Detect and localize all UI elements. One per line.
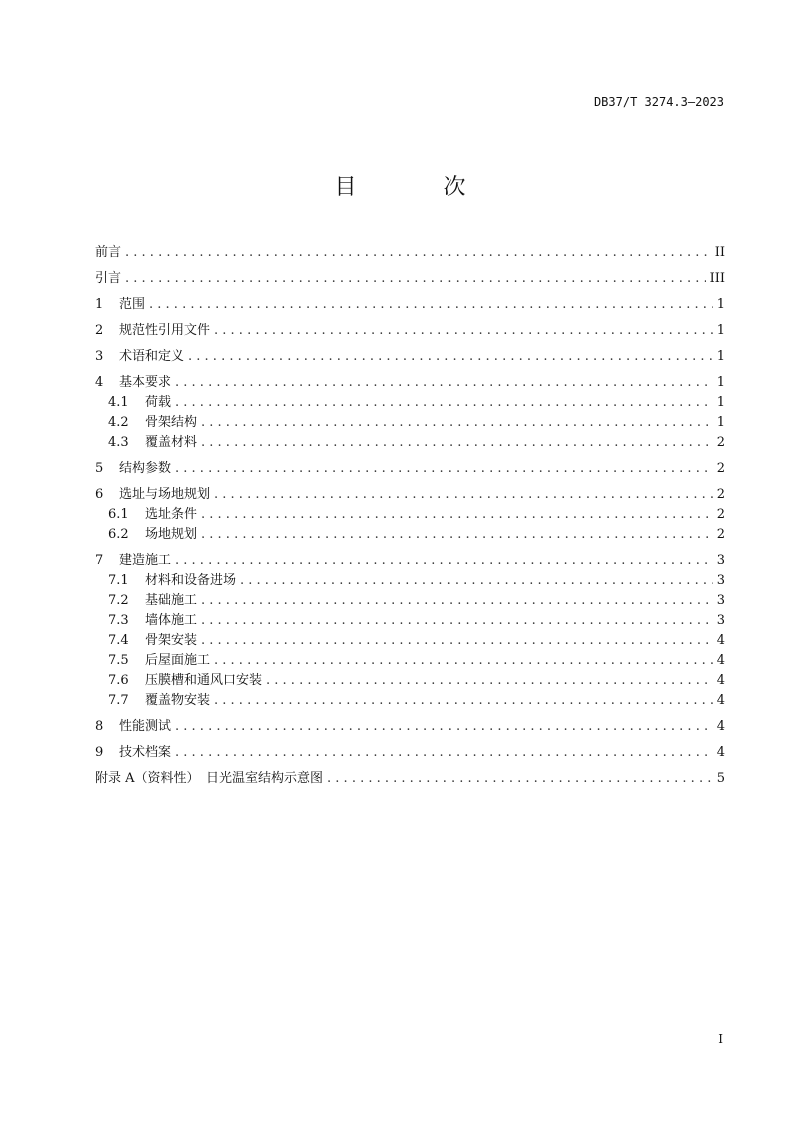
toc-entry[interactable] — [95, 485, 725, 505]
toc-entry-page: 4 — [716, 745, 725, 760]
toc-entry-label: 引言 — [95, 271, 122, 286]
dot-leader — [175, 551, 713, 571]
toc-entry-page: 1 — [716, 349, 725, 364]
toc-entry-label: 规范性引用文件 — [119, 323, 211, 338]
toc-entry-label: 范围 — [119, 297, 146, 312]
dot-leader — [201, 505, 713, 525]
toc-entry-number: 6.2 — [108, 527, 129, 542]
toc-entry-label: 场地规划 — [145, 527, 198, 542]
toc-entry-page: 4 — [716, 673, 725, 688]
toc-entry-page: 4 — [716, 633, 725, 648]
dot-leader — [149, 295, 713, 315]
toc-entry-label: 压膜槽和通风口安装 — [145, 673, 263, 688]
page-title: 目 次 — [334, 175, 506, 200]
toc-entry-label: 骨架安装 — [145, 633, 198, 648]
toc-entry-page: 1 — [716, 375, 725, 390]
toc-entry-label: 选址与场地规划 — [119, 487, 211, 502]
toc-entry-page: 4 — [716, 693, 725, 708]
dot-leader — [175, 393, 713, 413]
toc-entry[interactable] — [95, 525, 725, 545]
dot-leader — [175, 459, 713, 479]
toc-entry-label: 荷载 — [145, 395, 172, 410]
toc-entry[interactable] — [95, 413, 725, 433]
toc-entry-label: 材料和设备进场 — [145, 573, 237, 588]
dot-leader — [214, 321, 713, 341]
dot-leader — [214, 485, 713, 505]
table-of-contents — [95, 243, 725, 789]
toc-entry[interactable] — [95, 611, 725, 631]
toc-entry-number: 1 — [95, 297, 104, 312]
dot-leader — [201, 413, 713, 433]
toc-entry-number: 7.3 — [108, 613, 129, 628]
toc-entry[interactable] — [95, 769, 725, 789]
toc-entry-number: 7.5 — [108, 653, 129, 668]
toc-entry-page: 3 — [716, 613, 725, 628]
dot-leader — [214, 651, 713, 671]
toc-entry-number: 7.1 — [108, 573, 129, 588]
toc-entry[interactable] — [95, 243, 725, 263]
toc-entry[interactable] — [95, 743, 725, 763]
toc-entry-page: 4 — [716, 653, 725, 668]
toc-entry[interactable] — [95, 671, 725, 691]
toc-entry-label: 技术档案 — [119, 745, 172, 760]
toc-entry-label: 性能测试 — [119, 719, 172, 734]
page-number: I — [718, 1032, 723, 1046]
toc-entry-number: 7.7 — [108, 693, 129, 708]
toc-entry[interactable] — [95, 505, 725, 525]
toc-entry-page: 2 — [716, 527, 725, 542]
toc-entry-number: 2 — [95, 323, 104, 338]
dot-leader — [201, 631, 713, 651]
toc-entry[interactable] — [95, 717, 725, 737]
toc-entry-number: 9 — [95, 745, 104, 760]
dot-leader — [175, 743, 713, 763]
toc-entry-number: 4.1 — [108, 395, 129, 410]
toc-entry[interactable] — [95, 691, 725, 711]
toc-entry-page: 3 — [716, 553, 725, 568]
dot-leader — [240, 571, 713, 591]
dot-leader — [125, 243, 711, 263]
toc-entry-number: 4 — [95, 375, 104, 390]
dot-leader — [266, 671, 713, 691]
dot-leader — [188, 347, 713, 367]
toc-entry[interactable] — [95, 591, 725, 611]
toc-entry[interactable] — [95, 651, 725, 671]
dot-leader — [201, 525, 713, 545]
toc-entry[interactable] — [95, 347, 725, 367]
toc-entry-label: 术语和定义 — [119, 349, 185, 364]
dot-leader — [214, 691, 713, 711]
toc-entry-label: 墙体施工 — [145, 613, 198, 628]
toc-entry-page: 2 — [716, 461, 725, 476]
toc-entry-label: 结构参数 — [119, 461, 172, 476]
toc-entry-page: 1 — [716, 297, 725, 312]
toc-entry-page: 2 — [716, 507, 725, 522]
dot-leader — [175, 717, 713, 737]
toc-entry-page: 2 — [716, 435, 725, 450]
dot-leader — [125, 269, 706, 289]
toc-entry[interactable] — [95, 295, 725, 315]
toc-entry-page: 4 — [716, 719, 725, 734]
toc-entry-label: 覆盖物安装 — [145, 693, 211, 708]
toc-entry-number: 6 — [95, 487, 104, 502]
toc-entry-label: 基础施工 — [145, 593, 198, 608]
toc-entry-page: 2 — [716, 487, 725, 502]
dot-leader — [201, 591, 713, 611]
toc-entry[interactable] — [95, 373, 725, 393]
toc-entry[interactable] — [95, 551, 725, 571]
dot-leader — [175, 373, 713, 393]
toc-entry-page: 1 — [716, 323, 725, 338]
toc-entry-label: 附录 A（资料性） 日光温室结构示意图 — [95, 771, 324, 786]
toc-entry[interactable] — [95, 459, 725, 479]
toc-entry-page: 5 — [716, 771, 725, 786]
toc-entry-label: 后屋面施工 — [145, 653, 211, 668]
toc-entry-label: 骨架结构 — [145, 415, 198, 430]
toc-entry-number: 6.1 — [108, 507, 129, 522]
toc-entry[interactable] — [95, 433, 725, 453]
toc-entry-page: 3 — [716, 593, 725, 608]
toc-entry-number: 4.2 — [108, 415, 129, 430]
toc-entry-number: 3 — [95, 349, 104, 364]
toc-entry-page: III — [709, 271, 725, 286]
toc-entry-number: 8 — [95, 719, 104, 734]
toc-entry-page: 3 — [716, 573, 725, 588]
toc-entry-page: 1 — [716, 395, 725, 410]
toc-entry-number: 7.2 — [108, 593, 129, 608]
toc-entry[interactable] — [95, 631, 725, 651]
dot-leader — [327, 769, 713, 789]
toc-entry-number: 7.4 — [108, 633, 129, 648]
dot-leader — [201, 611, 713, 631]
toc-entry-page: II — [714, 245, 725, 260]
toc-entry-label: 选址条件 — [145, 507, 198, 522]
toc-entry-number: 7 — [95, 553, 104, 568]
toc-entry-label: 覆盖材料 — [145, 435, 198, 450]
toc-entry-number: 7.6 — [108, 673, 129, 688]
toc-entry[interactable] — [95, 571, 725, 591]
toc-entry-number: 5 — [95, 461, 104, 476]
toc-entry-label: 前言 — [95, 245, 122, 260]
toc-entry-page: 1 — [716, 415, 725, 430]
document-number: DB37/T 3274.3—2023 — [593, 95, 724, 109]
toc-entry-number: 4.3 — [108, 435, 129, 450]
toc-entry-label: 基本要求 — [119, 375, 172, 390]
toc-entry-label: 建造施工 — [119, 553, 172, 568]
dot-leader — [201, 433, 713, 453]
toc-entry[interactable] — [95, 321, 725, 341]
toc-entry[interactable] — [95, 393, 725, 413]
toc-entry[interactable] — [95, 269, 725, 289]
